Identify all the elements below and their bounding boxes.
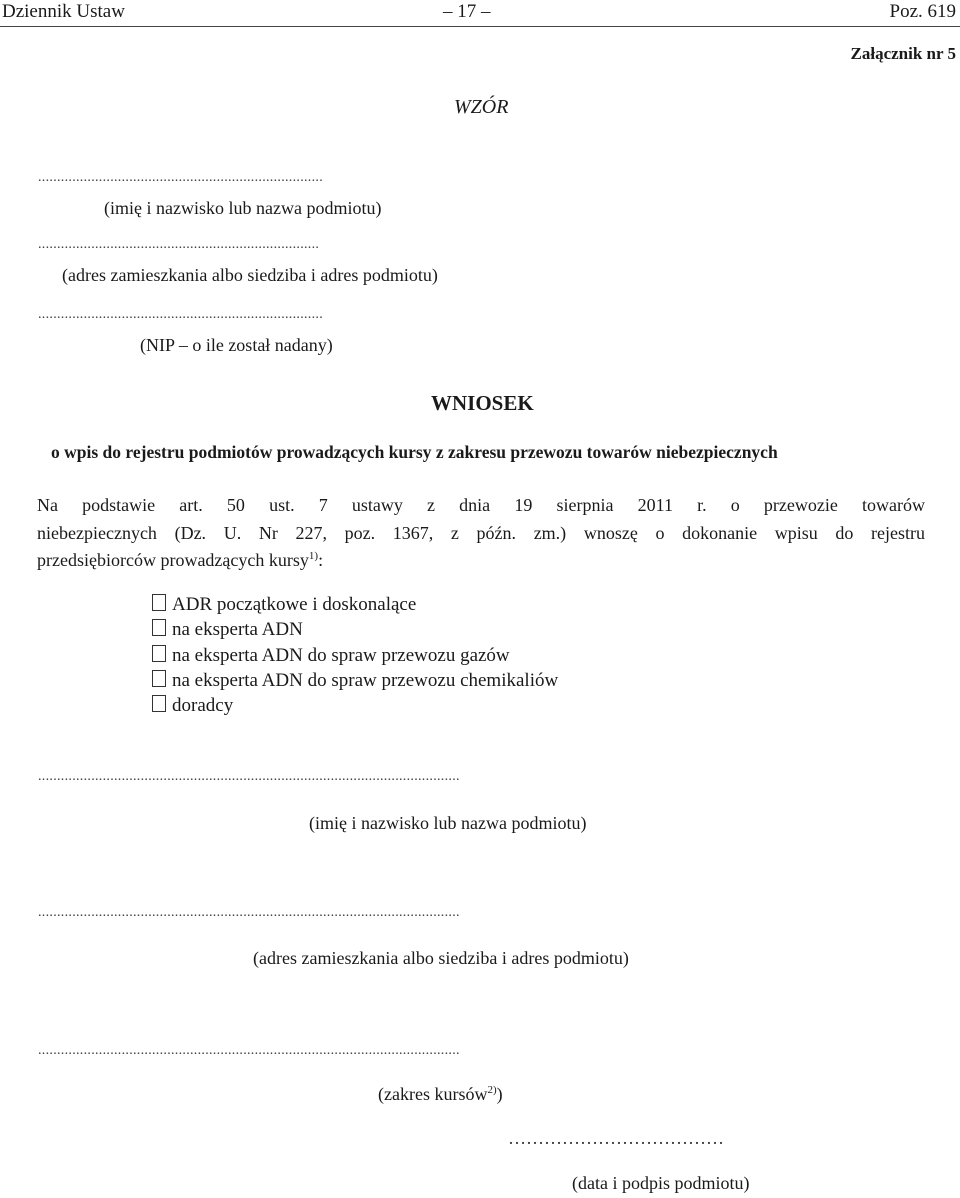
applicant-nip-label: (NIP – o ile został nadany)	[140, 335, 333, 355]
option-adn-gas[interactable]	[152, 645, 510, 667]
footer-name-label: (imię i nazwisko lub nazwa podmiotu)	[309, 813, 587, 833]
checkbox-icon[interactable]	[152, 695, 166, 712]
form-type: WZÓR	[454, 96, 509, 118]
footer-name-dots: ...............................................................................................................	[38, 769, 460, 784]
applicant-name-label: (imię i nazwisko lub nazwa podmiotu)	[104, 198, 382, 218]
footnote-ref-2: 2)	[487, 1084, 497, 1096]
journal-name: Dziennik Ustaw	[2, 1, 125, 22]
footnote-ref-1: 1)	[308, 550, 319, 562]
option-adr[interactable]	[152, 594, 416, 616]
option-label: na eksperta ADN do spraw przewozu chemikaliów	[172, 670, 559, 691]
applicant-address-label: (adres zamieszkania albo siedziba i adres podmiotu)	[62, 265, 438, 285]
applicant-address-dots: ..........................................................................	[38, 237, 320, 252]
body-line-1: Na podstawie art. 50 ust. 7 ustawy z dnia 19 sierpnia 2011 r. o przewozie towarów	[37, 495, 925, 515]
option-label: doradcy	[172, 695, 234, 716]
footer-scope-label	[378, 1084, 503, 1105]
footer-address-label: (adres zamieszkania albo siedziba i adres podmiotu)	[253, 948, 629, 968]
position-number: Poz. 619	[889, 1, 956, 22]
checkbox-icon[interactable]	[152, 594, 166, 611]
option-adn-expert[interactable]	[152, 619, 303, 641]
body-line-2: niebezpiecznych (Dz. U. Nr 227, poz. 1367, z późn. zm.) wnoszę o dokonanie wpisu do rejestru	[37, 523, 925, 543]
checkbox-icon[interactable]	[152, 619, 166, 636]
checkbox-icon[interactable]	[152, 670, 166, 687]
option-label: na eksperta ADN do spraw przewozu gazów	[172, 645, 510, 666]
footer-scope-dots: ...............................................................................................................	[38, 1043, 460, 1058]
option-label: na eksperta ADN	[172, 619, 303, 640]
option-advisor[interactable]	[152, 695, 233, 717]
body-line-3-text: przedsiębiorców prowadzących kursy	[37, 550, 309, 570]
applicant-nip-dots: ...........................................................................	[38, 307, 323, 322]
header-rule	[0, 26, 960, 27]
checkbox-icon[interactable]	[152, 645, 166, 662]
scope-label-end: )	[496, 1084, 503, 1104]
option-adn-chemicals[interactable]	[152, 670, 558, 692]
document-subtitle: o wpis do rejestru podmiotów prowadzących kursy z zakresu przewozu towarów niebezpiecznych	[51, 442, 778, 462]
annex-label: Załącznik nr 5	[850, 44, 956, 63]
document-title: WNIOSEK	[431, 391, 534, 415]
footer-address-dots: ...............................................................................................................	[38, 905, 460, 920]
page-number: – 17 –	[443, 1, 491, 22]
option-label: ADR początkowe i doskonalące	[172, 594, 417, 615]
scope-label-text: (zakres kursów	[378, 1084, 488, 1104]
applicant-name-dots: ...........................................................................	[38, 170, 323, 185]
signature-dots: ………………………………	[508, 1128, 724, 1148]
signature-label: (data i podpis podmiotu)	[572, 1173, 750, 1193]
body-line-3	[37, 546, 925, 574]
body-line-3-colon: :	[318, 550, 324, 570]
